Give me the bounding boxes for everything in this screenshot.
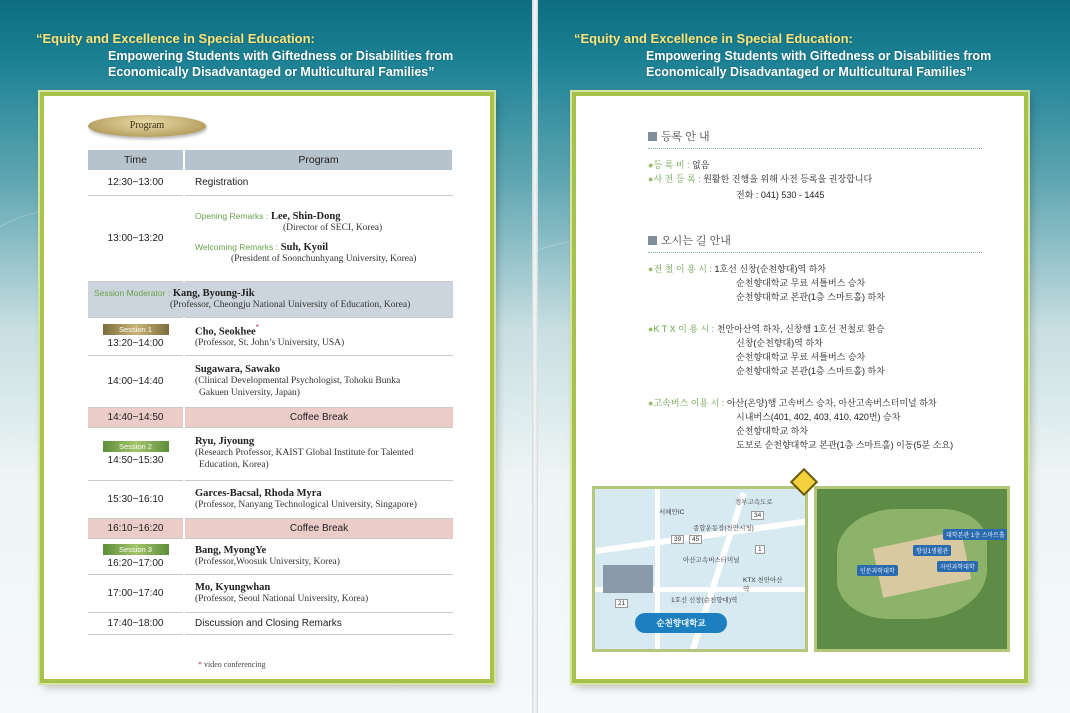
dot-bullet-icon: ● [648,174,654,184]
time-cell: 14:40~14:50 [88,407,184,427]
program-panel [40,92,494,683]
speaker-affiliation: (Director of SECI, Korea) [283,223,383,233]
header-line-2: Empowering Students with Giftedness or Disabilities from [646,49,992,63]
fee-value: 없음 [692,160,710,170]
opening-remarks-label: Opening Remarks : [195,211,269,221]
header-line-2: Empowering Students with Giftedness or Disabilities from [108,49,454,63]
table-row [88,538,453,574]
fee-label: 등 록 비 : [653,160,690,170]
campus-map [814,486,1010,652]
direction-step: 순천향대학교 본관(1층 스마트홀) 하차 [736,366,885,376]
table-row [88,574,453,612]
dot-bullet-icon: ● [648,160,654,170]
map-label: 서해안IC [659,509,685,516]
road-number: 45 [689,535,702,544]
dot-bullet-icon: ● [648,264,654,274]
map-label: 경부고속도로 [735,499,773,506]
speaker-name: Ryu, Jiyoung [195,436,255,447]
session-tag: Session 3 [103,544,169,555]
program-cell [184,538,453,574]
directions-title-text: 오시는 길 안내 [661,235,731,247]
header-line-1: “Equity and Excellence in Special Education: [36,31,315,46]
page-header [36,30,453,80]
direction-step: 신창(순천향대)역 하차 [736,338,823,348]
speaker-affiliation: (Research Professor, KAIST Global Institute for Talented [195,448,414,458]
direction-step: 순천향대학교 무료 셔틀버스 승차 [736,352,866,362]
program-cell [184,480,453,518]
time-cell [88,538,184,574]
direction-step: 순천향대학교 무료 셔틀버스 승차 [736,278,866,288]
coffee-break-row [88,407,453,427]
campus-label: 자연과학대학 [937,561,978,572]
table-header-row [88,150,453,170]
program-cell [184,317,453,355]
time-cell [88,317,184,355]
road-number: 21 [615,599,628,608]
moderator-name: Kang, Byoung-Jik [172,287,255,299]
direction-step: 아산(온양)행 고속버스 승차, 아산고속버스터미널 하차 [726,398,937,408]
dot-bullet-icon: ● [648,324,654,334]
time-cell [88,427,184,480]
speaker-name: Garces-Bacsal, Rhoda Myra [195,487,322,499]
campus-label: 대학본관 1층 스마트홀 [943,529,1008,540]
route-map [592,486,808,652]
time-cell: 13:00~13:20 [88,195,184,281]
phone-number: 전화 : 041) 530 - 1445 [736,190,825,200]
direction-step: 도보로 순천향대학교 본관(1층 스마트홀) 이동(5분 소요) [736,440,954,450]
university-label: 순천향대학교 [635,613,727,633]
program-cell: Discussion and Closing Remarks [184,612,453,634]
ktx-label: K T X 이 용 시 : [653,324,715,334]
road-number: 34 [751,511,764,520]
pre-registration-label: 사 전 등 록 : [653,174,701,184]
speaker-affiliation: (Professor, St. John’s University, USA) [195,338,345,349]
speaker-affiliation-cont: Gakuen University, Japan) [199,387,300,398]
time-cell: 12:30~13:00 [88,170,184,195]
map-area [572,92,1028,683]
program-cell: Coffee Break [184,518,453,538]
table-row [88,355,453,407]
time-cell: 15:30~16:10 [88,480,184,518]
program-column-header: Program [184,150,453,170]
header-line-1: “Equity and Excellence in Special Education: [574,31,853,46]
session-tag: Session 1 [103,324,169,335]
road-number: 1 [755,545,765,554]
map-label: 아산고속버스터미널 [683,557,740,564]
map-label: 1호선 신창(순천향대)역 [671,597,738,604]
video-mark: * [255,322,259,332]
bus-label: 고속버스 이용 시 : [653,398,725,408]
page-header [574,30,991,80]
table-row [88,427,453,480]
speaker-affiliation: (President of Soonchunhyang University, Korea) [231,254,417,264]
coffee-break-row [88,518,453,538]
speaker-name: Bang, MyongYe [195,544,267,556]
right-page [538,0,1070,713]
moderator-affiliation: (Professor, Cheongju National University of Education, Korea) [170,299,411,310]
map-label: KTX 천안아산역 [743,577,783,593]
time-column-header: Time [88,150,184,170]
speaker-name: Lee, Shin-Dong [271,211,341,222]
footnote [198,660,266,669]
left-page [0,0,532,713]
time-cell: 17:40~18:00 [88,612,184,634]
time-text: 13:20~14:00 [107,337,164,349]
table-row [88,317,453,355]
speaker-name: Suh, Kyoil [280,242,329,253]
program-cell [184,574,453,612]
speaker-name: Mo, Kyungwhan [195,581,271,593]
pre-registration-value: 원활한 진행을 위해 사전 등록을 권장합니다 [703,174,873,184]
program-cell: Registration [184,170,453,195]
campus-label: 인문과학대학 [857,565,898,576]
speaker-name: Sugawara, Sawako [195,363,281,375]
program-table [88,150,454,635]
map-label: 종합운동장(천안시청) [693,525,754,532]
moderator-cell [88,281,453,317]
program-cell [184,427,453,480]
program-badge: Program [88,115,206,137]
table-row [88,170,453,195]
road-number: 39 [671,535,684,544]
speaker-name: Cho, Seokhee [195,326,256,338]
header-line-3: Economically Disadvantaged or Multicultural Families” [108,65,435,79]
building-photo [603,565,653,593]
program-cell: Coffee Break [184,407,453,427]
direction-step: 천안아산역 하차, 신창행 1호선 전철로 환승 [716,324,885,334]
direction-step: 1호선 신창(순천향대)역 하차 [714,264,827,274]
direction-step: 순천향대학교 본관(1층 스마트홀) 하차 [736,292,885,302]
table-row [88,480,453,518]
table-row [88,195,453,281]
welcoming-remarks-label: Welcoming Remarks : [195,242,278,252]
time-text: 14:50~15:30 [107,455,164,466]
dot-bullet-icon: ● [648,398,654,408]
moderator-row [88,281,453,317]
session-tag: Session 2 [103,441,169,452]
time-cell: 16:10~16:20 [88,518,184,538]
registration-title-text: 등록 안 내 [661,131,710,143]
speaker-affiliation: (Professor,Woosuk University, Korea) [195,556,340,567]
time-cell: 14:00~14:40 [88,355,184,407]
time-cell: 17:00~17:40 [88,574,184,612]
speaker-affiliation-cont: Education, Korea) [199,460,269,470]
speaker-affiliation: (Clinical Developmental Psychologist, Tohoku Bunka [195,375,401,386]
moderator-label: Session Moderator : [94,287,171,298]
program-cell [184,355,453,407]
speaker-affiliation: (Professor, Seoul National University, Korea) [195,593,369,604]
footnote-mark: * [198,660,202,669]
header-line-3: Economically Disadvantaged or Multicultural Families” [646,65,973,79]
time-text: 16:20~17:00 [107,557,164,569]
program-cell [184,195,453,281]
campus-label: 향설1생활관 [913,545,951,556]
direction-step: 시내버스(401, 402, 403, 410, 420번) 승차 [736,412,901,422]
direction-step: 순천향대학교 하차 [736,426,809,436]
table-row [88,612,453,634]
subway-label: 전 철 이 용 시 : [653,264,712,274]
footnote-text: video conferencing [204,660,266,669]
speaker-affiliation: (Professor, Nanyang Technological University, Singapore) [195,499,417,510]
